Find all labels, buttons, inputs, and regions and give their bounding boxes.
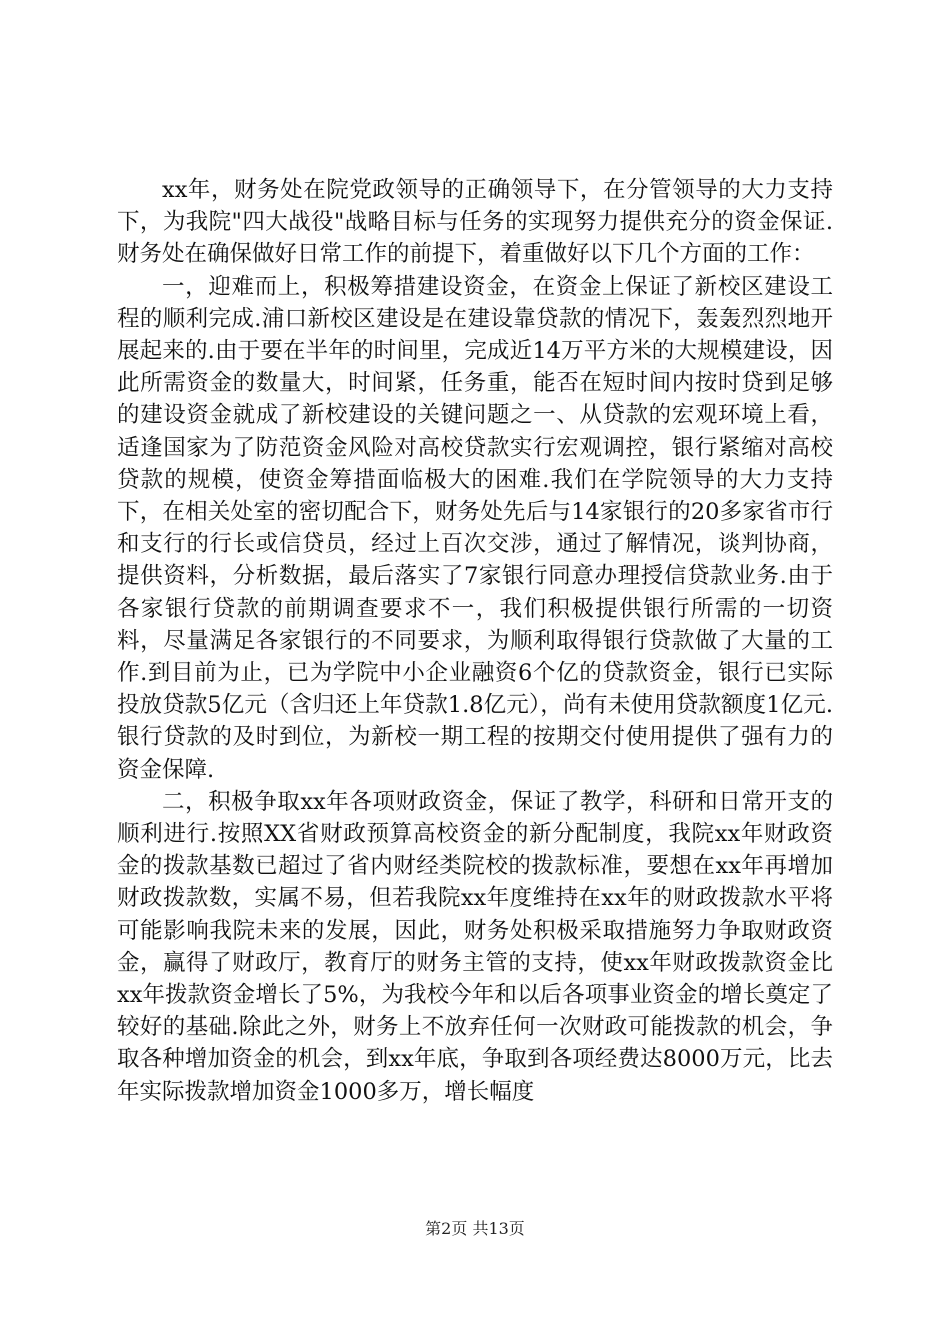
paragraph-section-two: 二，积极争取xx年各项财政资金，保证了教学，科研和日常开支的顺利进行.按照XX省财政预算高校资金的新分配制度，我院xx年财政资金的拨款基数已超过了省内财经类院校的拨款标准，要想在xx年再增加财政拨款数，实属不易，但若我院xx年度维持在xx年的财政拨款水平将可能影响我院未来的发展，因此，财务处积极采取措施努力争取财政资金，赢得了财政厅，教育厅的财务主管的支持，使xx年财政拨款资金比xx年拨款资金增长了5%，为我校今年和以后各项事业资金的增长奠定了较好的基础.除此之外，财务上不放弃任何一次财政可能拨款的机会，争取各种增加资金的机会，到xx年底，争取到各项经费达8000万元，比去年实际拨款增加资金1000多万，增长幅度 (117, 788, 833, 1105)
page-number-footer: 第2页 共13页 (425, 1219, 525, 1238)
paragraph-section-one: 一，迎难而上，积极筹措建设资金，在资金上保证了新校区建设工程的顺利完成.浦口新校区建设是在建设靠贷款的情况下，轰轰烈烈地开展起来的.由于要在半年的时间里，完成近14万平方米的大规模建设，因此所需资金的数量大，时间紧，任务重，能否在短时间内按时贷到足够的建设资金就成了新校建设的关键问题之一、从贷款的宏观环境上看，适逢国家为了防范资金风险对高校贷款实行宏观调控，银行紧缩对高校贷款的规模，使资金筹措面临极大的困难.我们在学院领导的大力支持下，在相关处室的密切配合下，财务处先后与14家银行的20多家省市行和支行的行长或信贷员，经过上百次交涉，通过了解情况，谈判协商，提供资料，分析数据，最后落实了7家银行同意办理授信贷款业务.由于各家银行贷款的前期调查要求不一，我们积极提供银行所需的一切资料，尽量满足各家银行的不同要求，为顺利取得银行贷款做了大量的工作.到目前为止，已为学院中小企业融资6个亿的贷款资金，银行已实际投放贷款5亿元（含归还上年贷款1.8亿元），尚有未使用贷款额度1亿元.银行贷款的及时到位，为新校一期工程的按期交付使用提供了强有力的资金保障. (117, 273, 833, 783)
document-body (117, 174, 833, 1108)
paragraph-intro: xx年，财务处在院党政领导的正确领导下，在分管领导的大力支持下，为我院"四大战役"战略目标与任务的实现努力提供充分的资金保证.财务处在确保做好日常工作的前提下，着重做好以下几个方面的工作： (117, 177, 833, 268)
